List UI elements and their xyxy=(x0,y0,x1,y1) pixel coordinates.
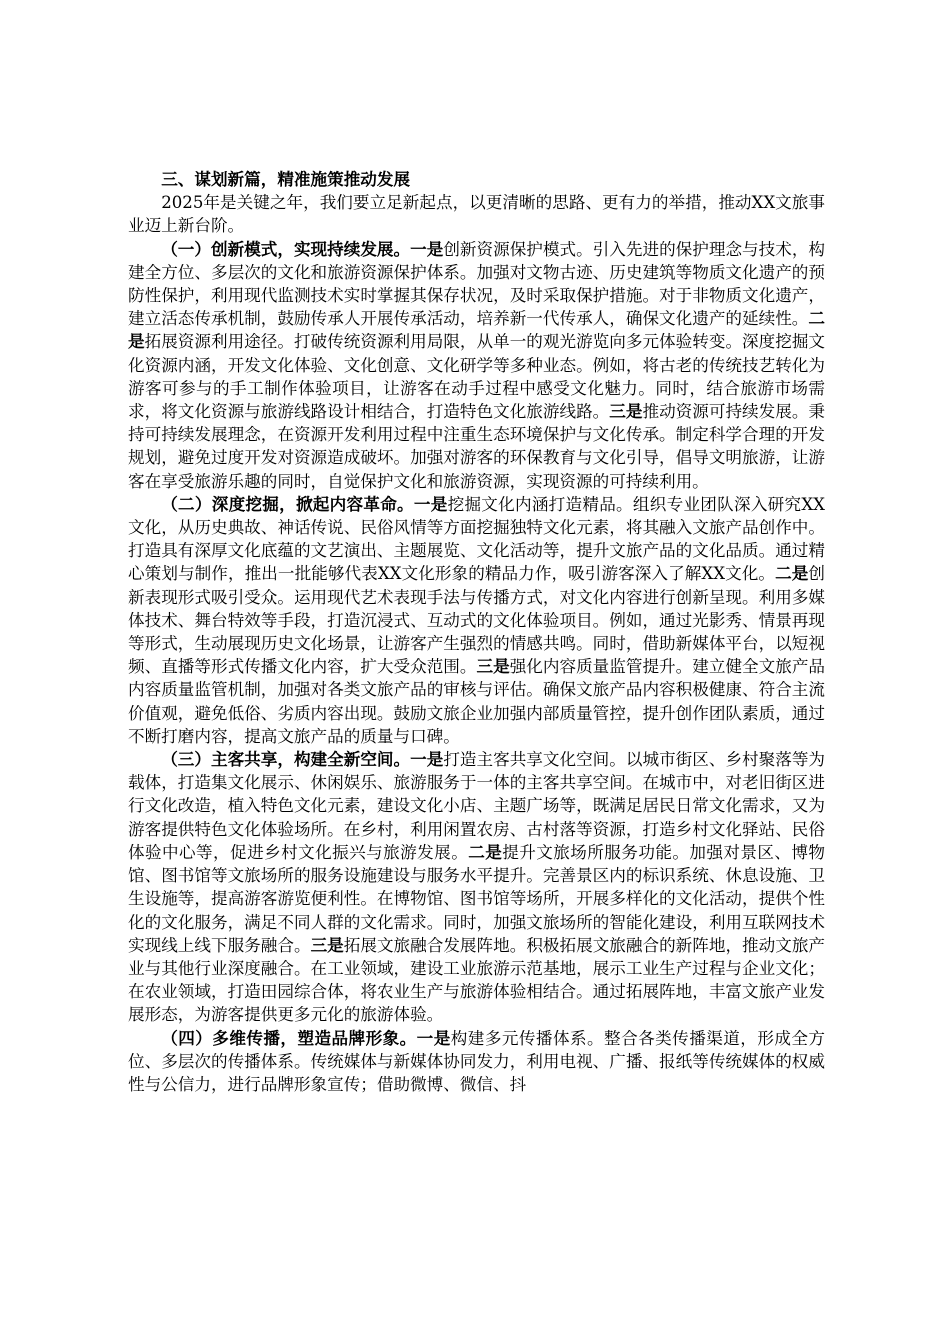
text-third: 推动资源可持续发展。秉持可持续发展理念，在资源开发利用过程中注重生态环境保护与文化传承。制定科学合理的开发规划，避免过度开发对资源造成破坏。加强对游客的环保教育与文化引导，倡导文明旅游，让游客在享受旅游乐趣的同时，自觉保护文化和旅游资源，实现资源的可持续利用。 xyxy=(128,402,826,491)
keyword-first: 一是 xyxy=(410,238,444,259)
text-first: 挖掘文化内涵打造精品。组织专业团队深入研究XX文化，从历史典故、神话传说、民俗风情等方面挖掘独特文化元素，将其融入文旅产品创作中。打造具有深厚文化底蕴的文艺演出、主题展览、文化活动等，提升文旅产品的文化品质。通过精心策划与制作，推出一批能够代表XX文化形象的精品力作，吸引游客深入了解XX文化。 xyxy=(128,494,825,584)
text-second: 提升文旅场所服务功能。加强对景区、博物馆、图书馆等文旅场所的服务设施建设与服务水平提升。完善景区内的标识系统、休息设施、卫生设施等，提高游客游览便利性。在博物馆、图书馆等场所，开展多样化的文化活动，提供个性化的文化服务，满足不同人群的文化需求。同时，加强文旅场所的智能化建设，利用互联网技术实现线上线下服务融合。 xyxy=(128,842,826,955)
text-second: 拓展资源利用途径。打破传统资源利用局限，从单一的观光游览向多元体验转变。深度挖掘文化资源内涵，开发文化体验、文化创意、文化研学等多种业态。例如，将古老的传统技艺转化为游客可参与的手工制作体验项目，让游客在动手过程中感受文化魅力。同时，结合旅游市场需求，将文化资源与旅游线路设计相结合，打造特色文化旅游线路。 xyxy=(128,332,826,422)
keyword-third: 三是 xyxy=(476,656,510,677)
text-third: 强化内容质量监管提升。建立健全文旅产品内容质量监管机制，加强对各类文旅产品的审核与评估。确保文旅产品内容积极健康、符合主流价值观，避免低俗、劣质内容出现。鼓励文旅企业加强内部质量管控，提升创作团队素质，通过不断打磨内容，提高文旅产品的质量与口碑。 xyxy=(128,657,826,746)
document-page xyxy=(128,168,825,1096)
keyword-second: 二是 xyxy=(775,563,809,584)
keyword-second: 二是 xyxy=(128,308,825,352)
paragraph-communication xyxy=(128,1027,825,1097)
keyword-third: 三是 xyxy=(609,401,643,422)
keyword-first: 一是 xyxy=(416,1027,451,1048)
subheading-innovation: （一）创新模式，实现持续发展。 xyxy=(161,238,411,259)
subheading-communication: （四）多维传播，塑造品牌形象。 xyxy=(161,1027,417,1048)
text-first: 打造主客共享文化空间。以城市街区、乡村聚落等为载体，打造集文化展示、休闲娱乐、旅游服务于一体的主客共享空间。在城市中，对老旧街区进行文化改造，植入特色文化元素，建设文化小店、主题广场等，既满足居民日常文化需求，又为游客提供特色文化体验场所。在乡村，利用闲置农房、古村落等资源，打造乡村文化驿站、民俗体验中心等，促进乡村文化振兴与旅游发展。 xyxy=(128,750,826,862)
text-first: 构建多元传播体系。整合各类传播渠道，形成全方位、多层次的传播体系。传统媒体与新媒体协同发力，利用电视、广播、报纸等传统媒体的权威性与公信力，进行品牌形象宣传；借助微博、微信、抖 xyxy=(128,1028,826,1094)
text-second: 创新表现形式吸引受众。运用现代艺术表现手法与传播方式，对文化内容进行创新呈现。利用多媒体技术、舞台特效等手段，打造沉浸式、互动式的文化体验项目。例如，通过光影秀、情景再现等形式，生动展现历史文化场景，让游客产生强烈的情感共鸣。同时，借助新媒体平台，以短视频、直播等形式传播文化内容，扩大受众范围。 xyxy=(128,564,825,677)
paragraph-innovation xyxy=(128,238,825,493)
paragraph-content xyxy=(128,493,825,748)
section-title: 三、谋划新篇，精准施策推动发展 xyxy=(161,169,411,189)
subheading-content: （二）深度挖掘，掀起内容革命。 xyxy=(161,493,414,514)
intro-paragraph: 2025年是关键之年，我们要立足新起点，以更清晰的思路、更有力的举措，推动XX文旅事业迈上新台阶。 xyxy=(128,193,825,236)
subheading-shared-space: （三）主客共享，构建全新空间。 xyxy=(161,749,411,770)
keyword-first: 一是 xyxy=(410,749,444,770)
paragraph-shared-space xyxy=(128,748,825,1026)
keyword-first: 一是 xyxy=(413,493,448,514)
keyword-third: 三是 xyxy=(310,934,344,955)
text-first: 创新资源保护模式。引入先进的保护理念与技术，构建全方位、多层次的文化和旅游资源保护体系。加强对文物古迹、历史建筑等物质文化遗产的预防性保护，利用现代监测技术实时掌握其保存状况，及时采取保护措施。对于非物质文化遗产，建立活态传承机制，鼓励传承人开展传承活动，培养新一代传承人，确保文化遗产的延续性。 xyxy=(128,239,826,329)
keyword-second: 二是 xyxy=(468,841,503,862)
text-third: 拓展文旅融合发展阵地。积极拓展文旅融合的新阵地，推动文旅产业与其他行业深度融合。在工业领域，建设工业旅游示范基地，展示工业生产过程与企业文化；在农业领域，打造田园综合体，将农业生产与旅游体验相结合。通过拓展阵地，丰富文旅产业发展形态，为游客提供更多元化的旅游体验。 xyxy=(128,935,826,1025)
